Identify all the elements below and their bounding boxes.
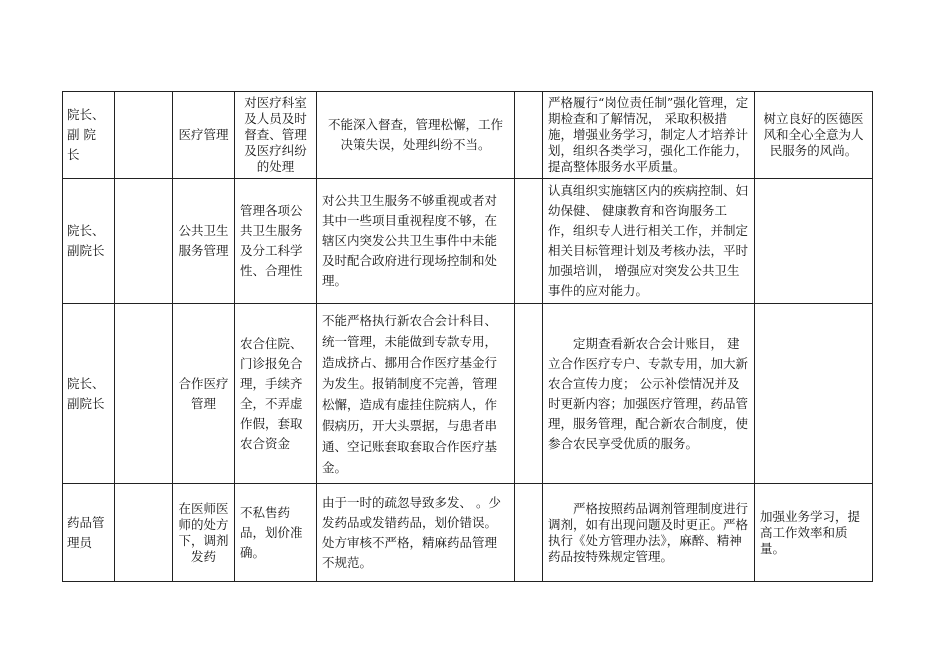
table-row — [63, 179, 873, 304]
area-cell: 合作医疗管理 — [173, 304, 235, 484]
note-cell — [755, 304, 873, 484]
risk-cell: 对公共卫生服务不够重视或者对其中一些项目重视程度不够，在辖区内突发公共卫生事件中未能及时配合政府进行现场控制和处理。 — [317, 179, 515, 304]
table-row — [63, 92, 873, 179]
note-cell: 加强业务学习，提高工作效率和质量。 — [755, 484, 873, 582]
area-cell: 公共卫生服务管理 — [173, 179, 235, 304]
role-cell: 院长、副院长 — [63, 179, 115, 304]
role-cell: 药品管理员 — [63, 484, 115, 582]
risk-cell: 由于一时的疏忽导致多发、 。少发药品或发错药品，划价错误。处方审核不严格，精麻药品管理不规范。 — [317, 484, 515, 582]
blank-cell — [515, 92, 543, 179]
measure-cell: 认真组织实施辖区内的疾病控制、妇幼保健、 健康教育和咨询服务工作，组织专人进行相关工作，并制定相关目标管理计划及考核办法，平时加强培训， 增强应对突发公共卫生事件的应对能力。 — [543, 179, 755, 304]
table-row — [63, 304, 873, 484]
blank-cell — [115, 484, 173, 582]
measure-cell: 严格按照药品调剂管理制度进行调剂，如有出现问题及时更正。严格执行《处方管理办法》，麻醉、精神药品按特殊规定管理。 — [543, 484, 755, 582]
blank-cell — [515, 484, 543, 582]
blank-cell — [515, 179, 543, 304]
role-cell: 院长、副院长 — [63, 304, 115, 484]
duty-cell: 管理各项公共卫生服务及分工科学性、合理性 — [235, 179, 317, 304]
table-row — [63, 484, 873, 582]
area-cell: 在医师医师的处方下，调剂发药 — [173, 484, 235, 582]
risk-cell: 不能深入督查，管理松懈，工作决策失误，处理纠纷不当。 — [317, 92, 515, 179]
responsibility-table — [62, 91, 873, 582]
blank-cell — [115, 304, 173, 484]
note-cell — [755, 179, 873, 304]
blank-cell — [515, 304, 543, 484]
note-cell: 树立良好的医德医风和全心全意为人民服务的风尚。 — [755, 92, 873, 179]
blank-cell — [115, 179, 173, 304]
role-cell: 院长、副 院 长 — [63, 92, 115, 179]
duty-cell: 农合住院、门诊报免合理，手续齐全，不弄虚作假，套取农合资金 — [235, 304, 317, 484]
duty-cell: 对医疗科室及人员及时督查、管理及医疗纠纷的处理 — [235, 92, 317, 179]
blank-cell — [115, 92, 173, 179]
area-cell: 医疗管理 — [173, 92, 235, 179]
duty-cell: 不私售药品，划价准确。 — [235, 484, 317, 582]
risk-cell: 不能严格执行新农合会计科目、统一管理，未能做到专款专用，造成挤占、挪用合作医疗基金行为发生。报销制度不完善，管理松懈，造成有虚挂住院病人，作假病历，开大头票据，与患者串通、空记账套取套取合作医疗基金。 — [317, 304, 515, 484]
measure-cell: 严格履行“岗位责任制”强化管理，定期检查和了解情况， 采取积极措施，增强业务学习，制定人才培养计划，组织各类学习，强化工作能力，提高整体服务水平质量。 — [543, 92, 755, 179]
measure-cell: 定期查看新农合会计账目， 建立合作医疗专户、专款专用，加大新农合宣传力度； 公示补偿情况并及时更新内容；加强医疗管理，药品管理，服务管理，配合新农合制度，使参合农民享受优质的服务。 — [543, 304, 755, 484]
